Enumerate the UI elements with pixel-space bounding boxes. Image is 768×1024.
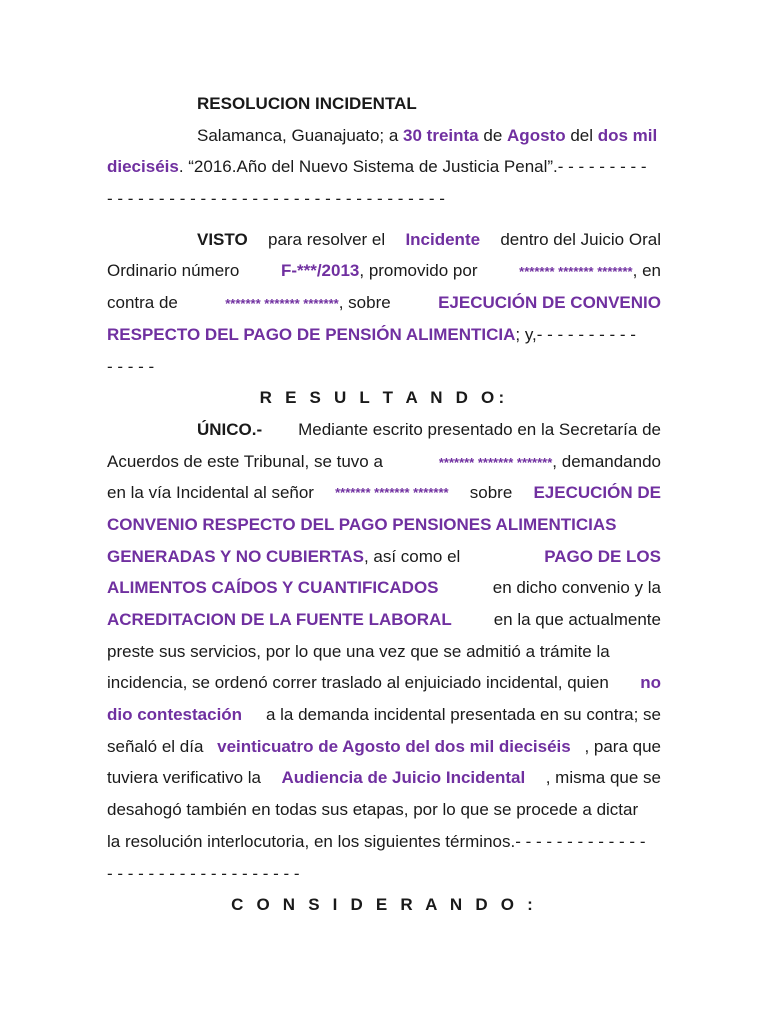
resultando-text-9a: incidencia, se ordenó correr traslado al enjuiciado incidental, quien (107, 673, 609, 693)
resultando-line-7 (107, 604, 661, 636)
resultando-line-11 (107, 731, 661, 763)
resultando-line-4 (107, 509, 661, 541)
resultando-text-5c: PAGO DE LOS (544, 546, 661, 566)
visto-text-3: Ordinario número (107, 261, 240, 281)
visto-promovente: ******* ******* ******* (519, 264, 633, 280)
visto-dashes: - - - - - (107, 356, 155, 376)
resultando-text-11a: señaló el día (107, 736, 204, 756)
resultando-line-10 (107, 699, 661, 731)
visto-line-1 (107, 224, 661, 256)
resultando-line-6 (107, 572, 661, 604)
resultando-text-2a: Acuerdos de este Tribunal, se tuvo a (107, 451, 383, 471)
intro-line-1 (107, 120, 661, 152)
intro-line-2 (107, 151, 661, 183)
resultando-line-14 (107, 826, 661, 858)
title-text: RESOLUCION INCIDENTAL (197, 94, 417, 113)
visto-materia-a: EJECUCIÓN DE CONVENIO (438, 293, 661, 313)
resultando-text-3a: en la vía Incidental al señor (107, 483, 314, 503)
resultando-text-10b: a la demanda incidental presentada en su contra; se (265, 705, 661, 725)
resultando-text-12b: Audiencia de Juicio Incidental (281, 768, 526, 788)
intro-place: Salamanca, Guanajuato; a (197, 125, 399, 145)
resultando-line-1 (107, 414, 661, 446)
visto-line-3 (107, 287, 661, 319)
resultando-demandado: ******* ******* ******* (335, 485, 449, 501)
visto-label: VISTO (197, 229, 248, 249)
resultando-text-13: desahogó también en todas sus etapas, por lo que se procede a dictar (107, 800, 639, 820)
resultando-text-7a: ACREDITACION DE LA FUENTE LABORAL (107, 610, 452, 629)
resultando-text-5a: GENERADAS Y NO CUBIERTAS (107, 546, 364, 566)
visto-line-2 (107, 255, 661, 287)
visto-text-4: , promovido por (359, 261, 478, 281)
resultando-text-5b: , así como el (363, 546, 461, 566)
resultando-line-15 (107, 858, 661, 890)
resultando-text-7b: en la que actualmente (493, 610, 661, 629)
resultando-text-11b: veinticuatro de Agosto del dos mil dieciséis (217, 736, 571, 756)
resultando-text-11c: , para que (584, 736, 661, 756)
visto-text-2: dentro del Juicio Oral (500, 229, 661, 249)
intro-line-3 (107, 183, 661, 215)
resultando-line-8 (107, 636, 661, 668)
document-title (107, 88, 661, 120)
resultando-line-9 (107, 667, 661, 699)
visto-incidente: Incidente (405, 229, 481, 249)
visto-text-6: contra de (107, 293, 178, 313)
visto-line-4 (107, 319, 661, 351)
intro-dashes: - - - - - - - - - - - - - - - - - - - - - - - - - - - - - - - - - (107, 189, 445, 209)
visto-demandado: ******* ******* ******* (225, 296, 339, 312)
spacer (107, 215, 661, 224)
intro-del: del (570, 125, 593, 145)
resultando-text-9b: no (640, 673, 661, 693)
resultando-heading (107, 382, 661, 414)
unico-label: ÚNICO.- (197, 419, 263, 439)
resultando-line-3 (107, 477, 661, 509)
document-body (107, 88, 661, 921)
resultando-line-12 (107, 762, 661, 794)
intro-day: 30 treinta (403, 125, 479, 145)
visto-text-7: , sobre (338, 293, 391, 313)
intro-month: Agosto (507, 125, 566, 145)
visto-text-8: ; y,- - - - - - - - - - (515, 324, 636, 344)
resultando-promovente: ******* ******* ******* (438, 454, 553, 470)
intro-year-a: dos mil (597, 125, 658, 145)
considerando-heading-text: C O N S I D E R A N D O : (231, 895, 537, 915)
resultando-line-13 (107, 794, 661, 826)
resultando-text-12c: , misma que se (545, 768, 661, 788)
visto-text-5: , en (632, 261, 661, 281)
resultando-heading-text: R E S U L T A N D O: (259, 388, 509, 408)
resultando-text-6a: ALIMENTOS CAÍDOS Y CUANTIFICADOS (107, 578, 439, 598)
resultando-text-4: CONVENIO RESPECTO DEL PAGO PENSIONES ALIMENTICIAS (107, 514, 617, 534)
resultando-text-1: Mediante escrito presentado en la Secretaría de (298, 419, 661, 439)
resultando-text-2c: , demandando (552, 451, 661, 471)
considerando-heading (107, 889, 661, 921)
intro-de: de (483, 125, 503, 145)
resultando-line-5 (107, 541, 661, 573)
resultando-line-2 (107, 446, 661, 478)
intro-year-b: dieciséis (107, 157, 179, 177)
visto-expediente: F-***/2013 (280, 261, 360, 281)
resultando-text-3d: EJECUCIÓN DE (533, 483, 661, 503)
visto-text-1: para resolver el (267, 229, 386, 249)
resultando-text-6b: en dicho convenio y la (492, 578, 661, 598)
resultando-text-3c: sobre (469, 483, 513, 503)
resultando-text-12a: tuviera verificativo la (107, 768, 262, 788)
resultando-text-10a: dio contestación (107, 705, 243, 725)
resultando-text-14: la resolución interlocutoria, en los siguientes términos.- - - - - - - - - - - - - (107, 831, 646, 851)
intro-quote: . “2016.Año del Nuevo Sistema de Justicia Penal”.- - - - - - - - - (178, 157, 647, 177)
resultando-text-8: preste sus servicios, por lo que una vez que se admitió a trámite la (107, 641, 610, 661)
visto-materia-b: RESPECTO DEL PAGO DE PENSIÓN ALIMENTICIA (107, 324, 516, 344)
resultando-dashes: - - - - - - - - - - - - - - - - - - - (107, 863, 300, 883)
visto-line-5 (107, 351, 661, 383)
